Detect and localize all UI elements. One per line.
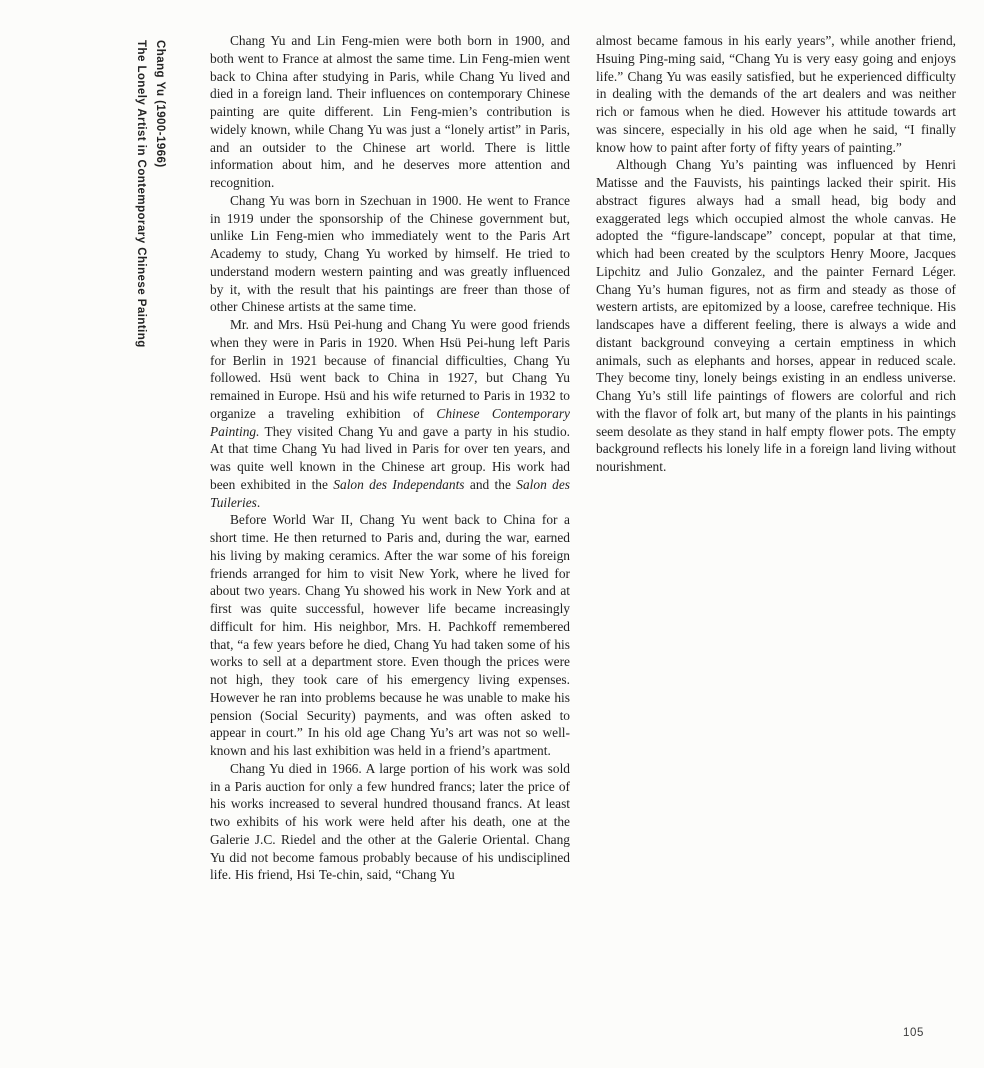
paragraph: Chang Yu and Lin Feng-mien were both born in 1900, and both went to France at almost the same time. Lin Feng-mien went back to China after studying in Paris, while Chang Yu lived and died in a foreign land. Their influences on contemporary Chinese painting are quite different. Lin Feng-mien’s contribution is widely known, while Chang Yu was just a “lonely artist” in Paris, and an outsider to the Chinese art world. There is little information about him, and he deserves more attention and recognition.: [210, 33, 570, 190]
paragraph: Although Chang Yu’s painting was influenced by Henri Matisse and the Fauvists, his paintings lacked their spirit. His abstract figures always had a small head, big body and exaggerated legs which occupied almost the whole canvas. He adopted the “figure-landscape” concept, popular at that time, which had been created by the sculptors Henry Moore, Jacques Lipchitz and Julio Gonzalez, and the painter Fernard Léger. Chang Yu’s human figures, not as firm and steady as those of western artists, are epitomized by a loose, carefree technique. His landscapes have a different feeling, there is always a wide and distant background conveying a certain emptiness in which animals, such as elephants and horses, appear in reduced scale. They become tiny, lonely beings existing in an endless universe. Chang Yu’s still life paintings of flowers are colorful and rich with the flavor of folk art, but many of the plants in his paintings seem desolate as they stand in half empty flower pots. The empty background reflects his lonely life in a foreign land living without nourishment.: [596, 157, 956, 474]
left-column: [210, 32, 570, 884]
paragraph: Before World War II, Chang Yu went back to China for a short time. He then returned to Paris and, during the war, earned his living by making ceramics. After the war some of his foreign friends arranged for him to visit New York, where he lived for about two years. Chang Yu showed his work in New York and at first was quite successful, however life became increasingly difficult for him. His neighbor, Mrs. H. Pachkoff remembered that, “a few years before he died, Chang Yu had taken some of his works to sell at a department store. Even though the prices were not high, they took care of his emergency living expenses. However he ran into problems because he was unable to make his pension (Social Security) payments, and was often asked to appear in court.” In his old age Chang Yu’s art was not so well-known and his last exhibition was held in a friend’s apartment.: [210, 512, 570, 758]
page-number: 105: [903, 1027, 924, 1039]
paragraph: Mr. and Mrs. Hsü Pei-hung and Chang Yu were good friends when they were in Paris in 1920. When Hsü Pei-hung left Paris for Berlin in 1921 because of financial difficulties, Chang Yu followed. Hsü went back to China in 1927, but Chang Yu remained in Europe. Hsü and his wife returned to Paris in 1932 to organize a traveling exhibition of Chinese Contemporary Painting. They visited Chang Yu and gave a party in his studio. At that time Chang Yu had lived in Paris for over ten years, and was quite well known in the Chinese art group. His work had been exhibited in the Salon des Independants and the Salon des Tuileries.: [210, 317, 570, 510]
text-columns: [210, 32, 956, 884]
chapter-subtitle: The Lonely Artist in Contemporary Chinese Painting: [135, 40, 147, 348]
paragraph: almost became famous in his early years”, while another friend, Hsuing Ping-ming said, “Chang Yu is very easy going and enjoys life.” Chang Yu was easily satisfied, but he experienced difficulty in dealing with the demands of the art dealers and was neither rich or famous when he died. However his attitude towards art was sincere, especially in his old age when he said, “I finally know how to paint after forty of fifty years of painting.”: [596, 33, 956, 155]
paragraph: Chang Yu was born in Szechuan in 1900. He went to France in 1919 under the sponsorship of the Chinese government but, unlike Lin Feng-mien who immediately went to the Paris Art Academy to study, Chang Yu worked by himself. He tried to understand modern western painting and was greatly influenced by it, with the result that his paintings are freer than those of other Chinese artists at the same time.: [210, 192, 570, 315]
chapter-title: Chang Yu (1900-1966): [154, 40, 166, 168]
sidebar-title-block: [131, 40, 169, 348]
paragraph: Chang Yu died in 1966. A large portion of his work was sold in a Paris auction for only a few hundred francs; later the price of his works increased to several hundred thousand francs. At least two exhibits of his work were held after his death, one at the Galerie J.C. Riedel and the other at the Galerie Oriental. Chang Yu did not become famous probably because of his undisciplined life. His friend, Hsi Te-chin, said, “Chang Yu: [210, 760, 570, 883]
right-column: [596, 32, 956, 884]
